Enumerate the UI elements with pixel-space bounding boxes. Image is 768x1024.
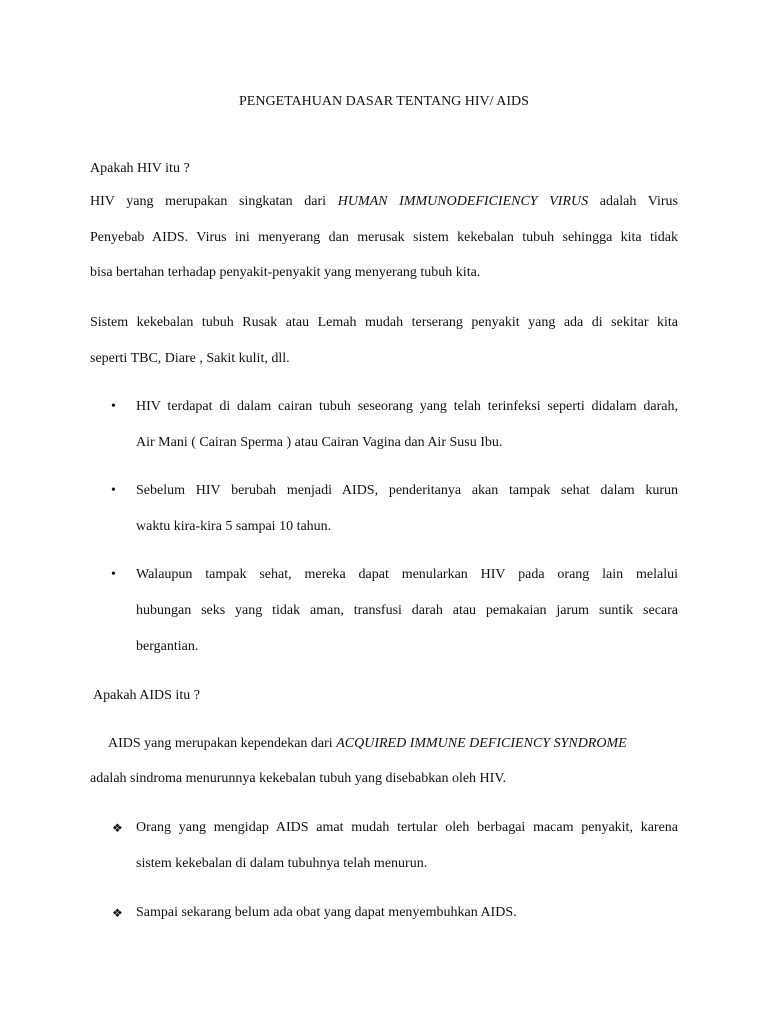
bullet-2-line-2: waktu kira-kira 5 sampai 10 tahun.	[136, 519, 332, 534]
text-span: AIDS yang merupakan kependekan dari	[108, 736, 333, 751]
immune-paragraph-line-1: Sistem kekebalan tubuh Rusak atau Lemah mudah terserang penyakit yang ada di sekitar kita	[90, 315, 678, 330]
bullet-3-line-1: Walaupun tampak sehat, mereka dapat menularkan HIV pada orang lain melalui	[136, 567, 678, 582]
text-span: adalah Virus	[599, 194, 678, 209]
diamond-bullet-2-line-1: Sampai sekarang belum ada obat yang dapat menyembuhkan AIDS.	[136, 905, 517, 920]
diamond-bullet-icon: ❖	[112, 821, 123, 835]
bullet-1-line-2: Air Mani ( Cairan Sperma ) atau Cairan Vagina dan Air Susu Ibu.	[136, 435, 503, 450]
text-span: HIV yang merupakan singkatan dari	[90, 194, 327, 209]
hiv-paragraph-line-2: Penyebab AIDS. Virus ini menyerang dan merusak sistem kekebalan tubuh sehingga kita tidak	[90, 230, 678, 245]
italic-term: ACQUIRED IMMUNE DEFICIENCY SYNDROME	[336, 736, 627, 751]
bullet-icon: •	[111, 399, 116, 414]
hiv-paragraph-line-3: bisa bertahan terhadap penyakit-penyakit yang menyerang tubuh kita.	[90, 265, 481, 280]
hiv-paragraph-line-1	[90, 193, 678, 211]
diamond-bullet-icon: ❖	[112, 906, 123, 920]
bullet-3-line-2: hubungan seks yang tidak aman, transfusi darah atau pemakaian jarum suntik secara	[136, 603, 678, 618]
diamond-bullet-1-line-2: sistem kekebalan di dalam tubuhnya telah menurun.	[136, 856, 428, 871]
bullet-2-line-1: Sebelum HIV berubah menjadi AIDS, penderitanya akan tampak sehat dalam kurun	[136, 483, 678, 498]
aids-paragraph-line-1	[108, 735, 627, 753]
section-heading-aids: Apakah AIDS itu ?	[93, 688, 200, 703]
bullet-1-line-1: HIV terdapat di dalam cairan tubuh seseorang yang telah terinfeksi seperti didalam darah,	[136, 399, 678, 414]
aids-paragraph-line-2: adalah sindroma menurunnya kekebalan tubuh yang disebabkan oleh HIV.	[90, 771, 507, 786]
bullet-icon: •	[111, 483, 116, 498]
diamond-bullet-1-line-1: Orang yang mengidap AIDS amat mudah tertular oleh berbagai macam penyakit, karena	[136, 820, 678, 835]
immune-paragraph-line-2: seperti TBC, Diare , Sakit kulit, dll.	[90, 351, 290, 366]
bullet-icon: •	[111, 567, 116, 582]
document-title: PENGETAHUAN DASAR TENTANG HIV/ AIDS	[239, 94, 529, 109]
italic-term: HUMAN IMMUNODEFICIENCY VIRUS	[337, 194, 589, 209]
bullet-3-line-3: bergantian.	[136, 639, 199, 654]
section-heading-hiv: Apakah HIV itu ?	[90, 161, 190, 176]
